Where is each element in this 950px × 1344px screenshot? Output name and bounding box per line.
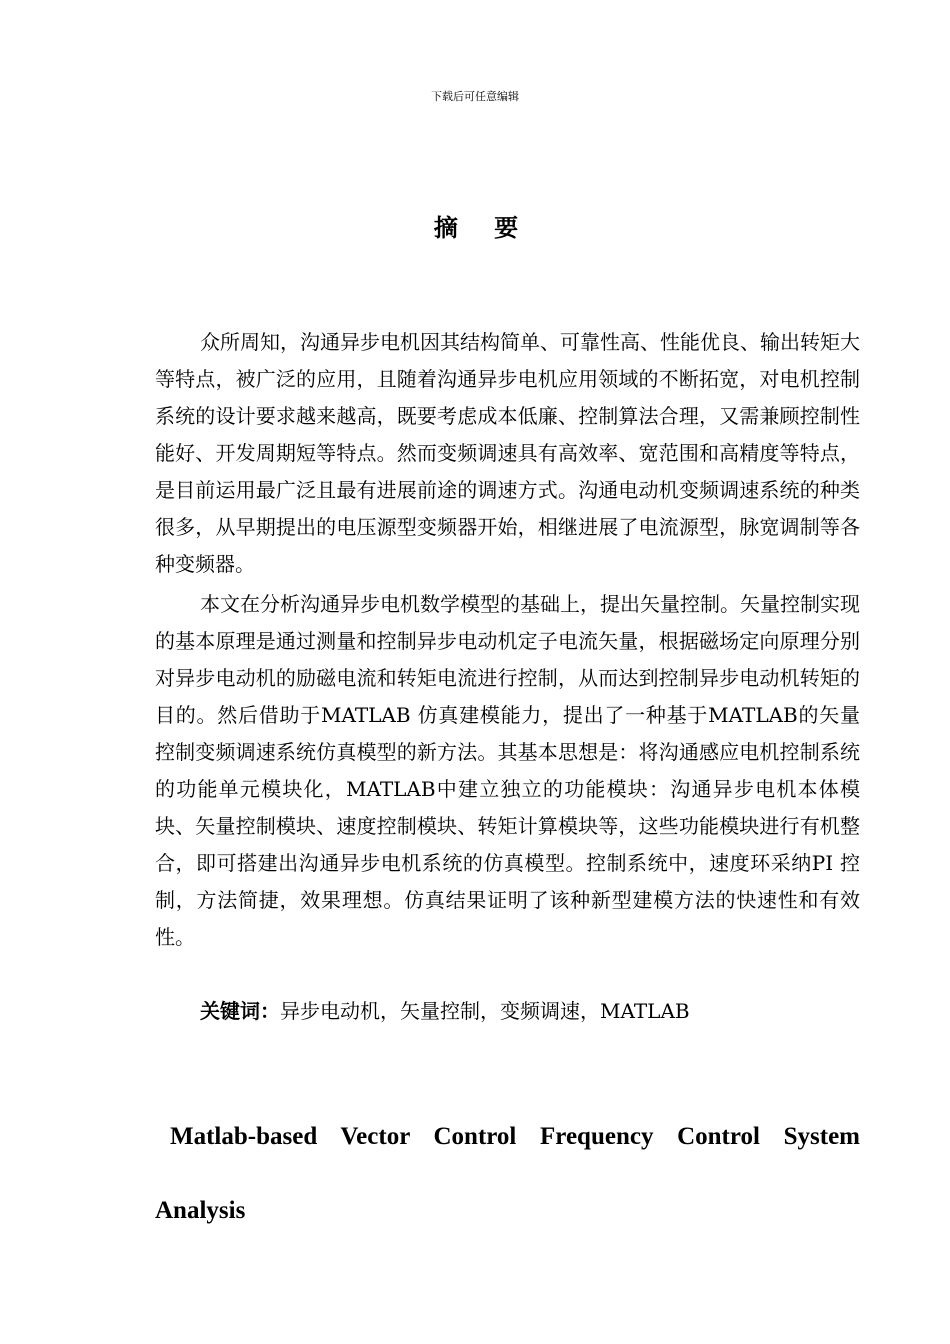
keywords-line <box>200 993 860 1030</box>
keywords-label: 关键词： <box>200 999 280 1023</box>
abstract-paragraph-2: 本文在分析沟通异步电机数学模型的基础上，提出矢量控制。矢量控制实现的基本原理是通过测量和控制异步电动机定子电流矢量，根据磁场定向原理分别对异步电动机的励磁电流和转矩电流进行控制，从而达到控制异步电动机转矩的目的。然后借助于MATLAB 仿真建模能力，提出了一种基于MATLAB的矢量控制变频调速系统仿真模型的新方法。其基本思想是：将沟通感应电机控制系统的功能单元模块化，MATLAB中建立独立的功能模块：沟通异步电机本体模块、矢量控制模块、速度控制模块、转矩计算模块等，这些功能模块进行有机整合，即可搭建出沟通异步电机系统的仿真模型。控制系统中，速度环采纳PI 控制，方法简捷，效果理想。仿真结果证明了该种新型建模方法的快速性和有效性。 <box>155 592 860 949</box>
header-note: 下载后可任意编辑 <box>431 90 519 103</box>
abstract-title: 摘 要 <box>433 214 533 242</box>
keywords-value: 异步电动机，矢量控制，变频调速，MATLAB <box>280 999 690 1023</box>
english-title: Matlab-based Vector Control Frequency Control System Analysis <box>155 1123 860 1224</box>
abstract-paragraph-1: 众所周知，沟通异步电机因其结构简单、可靠性高、性能优良、输出转矩大等特点，被广泛的应用，且随着沟通异步电机应用领域的不断拓宽，对电机控制系统的设计要求越来越高，既要考虑成本低廉、控制算法合理，又需兼顾控制性能好、开发周期短等特点。然而变频调速具有高效率、宽范围和高精度等特点，是目前运用最广泛且最有进展前途的调速方式。沟通电动机变频调速系统的种类很多，从早期提出的电压源型变频器开始，相继进展了电流源型，脉宽调制等各种变频器。 <box>155 330 860 576</box>
